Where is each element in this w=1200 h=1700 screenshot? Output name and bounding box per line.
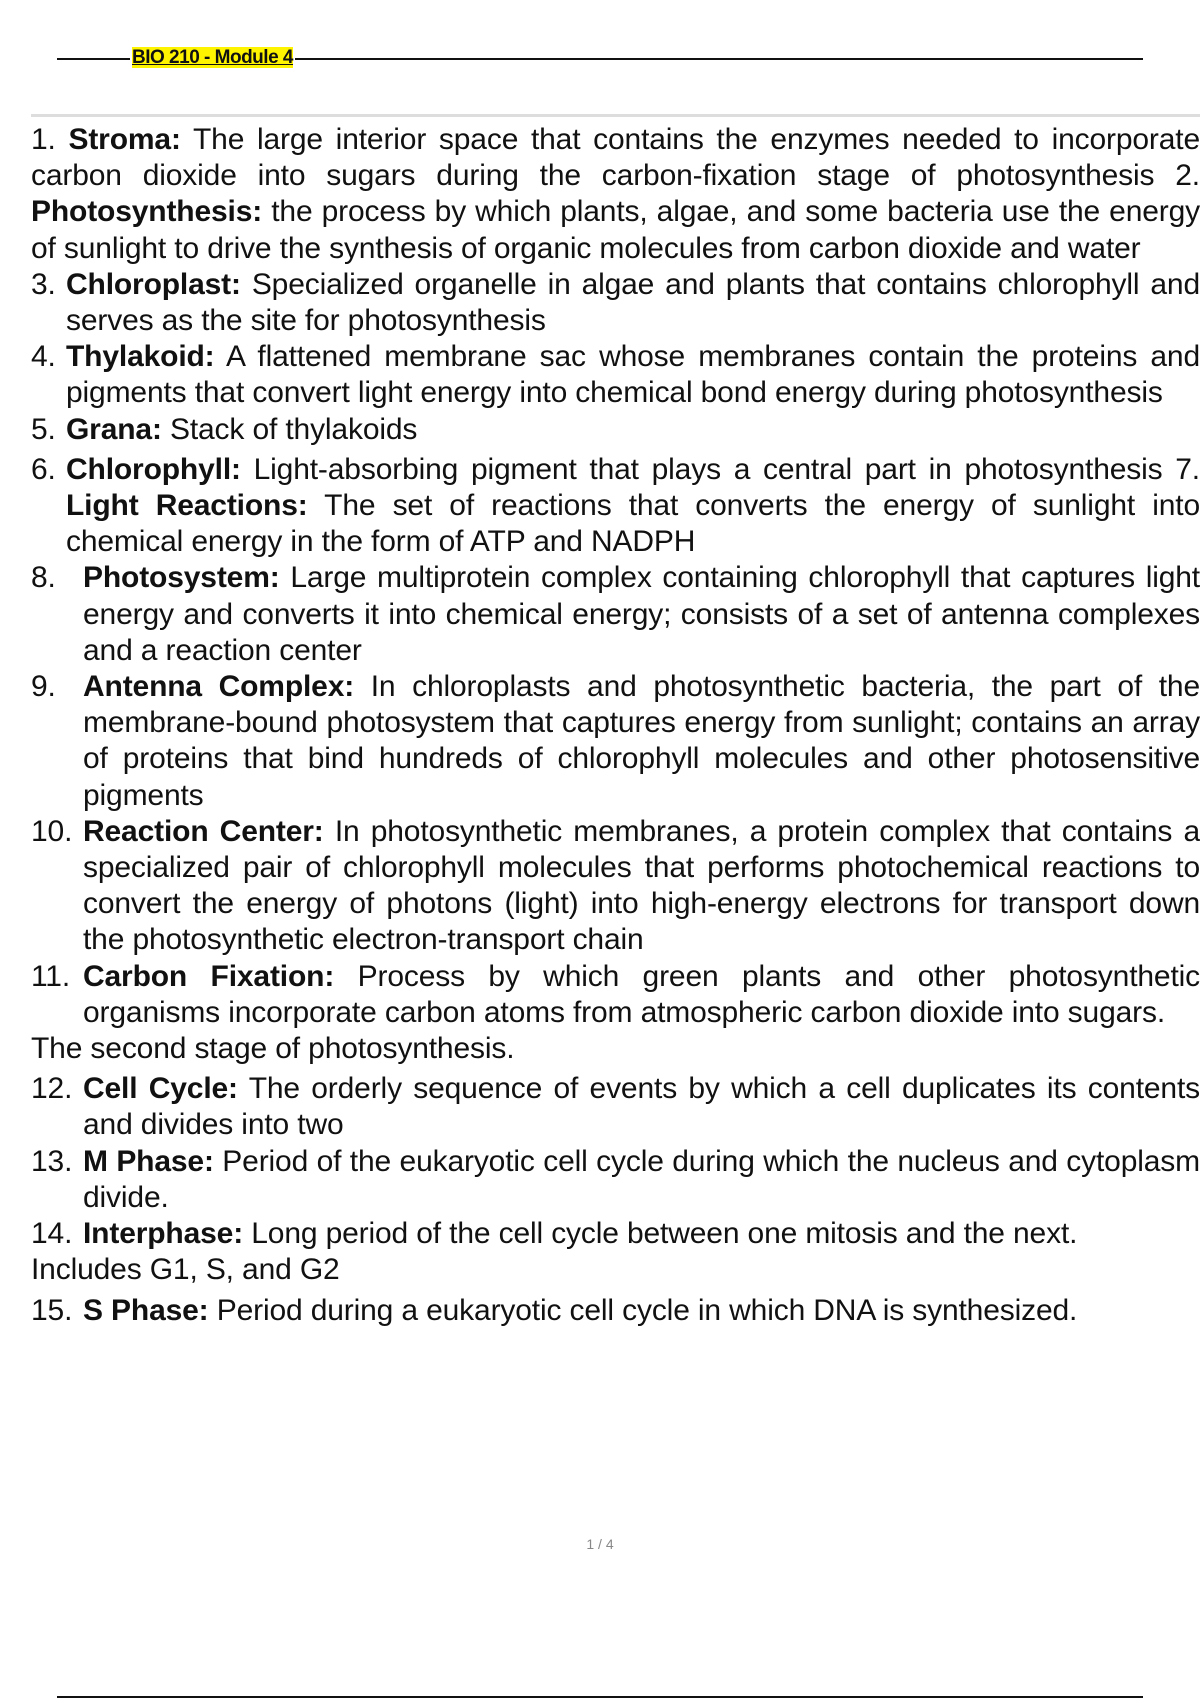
list-item-6-7: 6. Chlorophyll: Light-absorbing pigment that plays a central part in photosynthesis 7. Light Reactions: The set of reactions that converts the energy of sunlight into chemical energy in the form of ATP and NADPH	[31, 452, 1200, 559]
list-item-11: 11. Carbon Fixation: Process by which green plants and other photosynthetic organisms incorporate carbon atoms from atmospheric carbon dioxide into sugars.	[31, 959, 1200, 1029]
term-photosystem: Photosystem:	[83, 561, 280, 595]
list-item-9: 9. Antenna Complex: In chloroplasts and photosynthetic bacteria, the part of the membrane-bound photosystem that captures energy from sunlight; contains an array of proteins that bind hundreds of chlorophyll molecules and other photosensitive pigments	[31, 670, 1200, 812]
term-antenna-complex: Antenna Complex:	[83, 670, 355, 704]
term-thylakoid: Thylakoid:	[66, 340, 215, 374]
note-second-stage: The second stage of photosynthesis.	[31, 1032, 515, 1066]
list-item-12: 12. Cell Cycle: The orderly sequence of events by which a cell duplicates its contents and divides into two	[31, 1072, 1200, 1142]
list-item-5: 5. Grana: Stack of thylakoids	[31, 412, 418, 446]
term-chloroplast: Chloroplast:	[66, 267, 241, 301]
page-number: 1 / 4	[586, 1536, 614, 1552]
header-separator	[31, 114, 1200, 117]
term-chlorophyll: Chlorophyll:	[66, 452, 241, 486]
list-item-4: 4. Thylakoid: A flattened membrane sac whose membranes contain the proteins and pigments that convert light energy into chemical bond energy during photosynthesis	[31, 340, 1200, 410]
list-item-15: 15. S Phase: Period during a eukaryotic cell cycle in which DNA is synthesized.	[31, 1293, 1078, 1327]
list-item-8: 8. Photosystem: Large multiprotein complex containing chlorophyll that captures light energy and converts it into chemical energy; consists of a set of antenna complexes and a reaction center	[31, 561, 1200, 667]
term-m-phase: M Phase:	[83, 1144, 214, 1178]
list-item-13: 13. M Phase: Period of the eukaryotic cell cycle during which the nucleus and cytoplasm divide.	[31, 1144, 1200, 1214]
glossary-list	[31, 122, 1200, 1329]
list-item-14: 14. Interphase: Long period of the cell cycle between one mitosis and the next.	[31, 1217, 1078, 1251]
term-carbon-fixation: Carbon Fixation:	[83, 959, 335, 993]
term-cell-cycle: Cell Cycle:	[83, 1072, 238, 1106]
term-light-reactions: Light Reactions:	[66, 489, 308, 523]
list-item-10: 10. Reaction Center: In photosynthetic membranes, a protein complex that contains a specialized pair of chlorophyll molecules that performs photochemical reactions to convert the energy of photons (light) into high-energy electrons for transport down the photosynthetic electron-transport chain	[31, 814, 1200, 957]
term-interphase: Interphase:	[83, 1217, 244, 1251]
page-header	[57, 47, 1143, 69]
term-photosynthesis: Photosynthesis:	[31, 195, 263, 229]
term-stroma: Stroma:	[68, 123, 181, 156]
term-grana: Grana:	[66, 412, 162, 446]
header-title: BIO 210 - Module 4	[132, 47, 293, 68]
list-item-1-2: 1. Stroma: The large interior space that contains the enzymes needed to incorporate carbon dioxide into sugars during the carbon-fixation stage of photosynthesis 2. Photosynthesis: the process by which plants, algae, and some bacteria use the energy of sunlight to drive the synthesis of organic molecules from carbon dioxide and water	[31, 123, 1200, 265]
term-reaction-center: Reaction Center:	[83, 814, 324, 848]
note-includes: Includes G1, S, and G2	[31, 1253, 340, 1287]
footer-rule	[57, 1696, 1143, 1698]
list-item-3: 3. Chloroplast: Specialized organelle in algae and plants that contains chlorophyll and serves as the site for photosynthesis	[31, 267, 1200, 338]
term-s-phase: S Phase:	[83, 1293, 209, 1327]
